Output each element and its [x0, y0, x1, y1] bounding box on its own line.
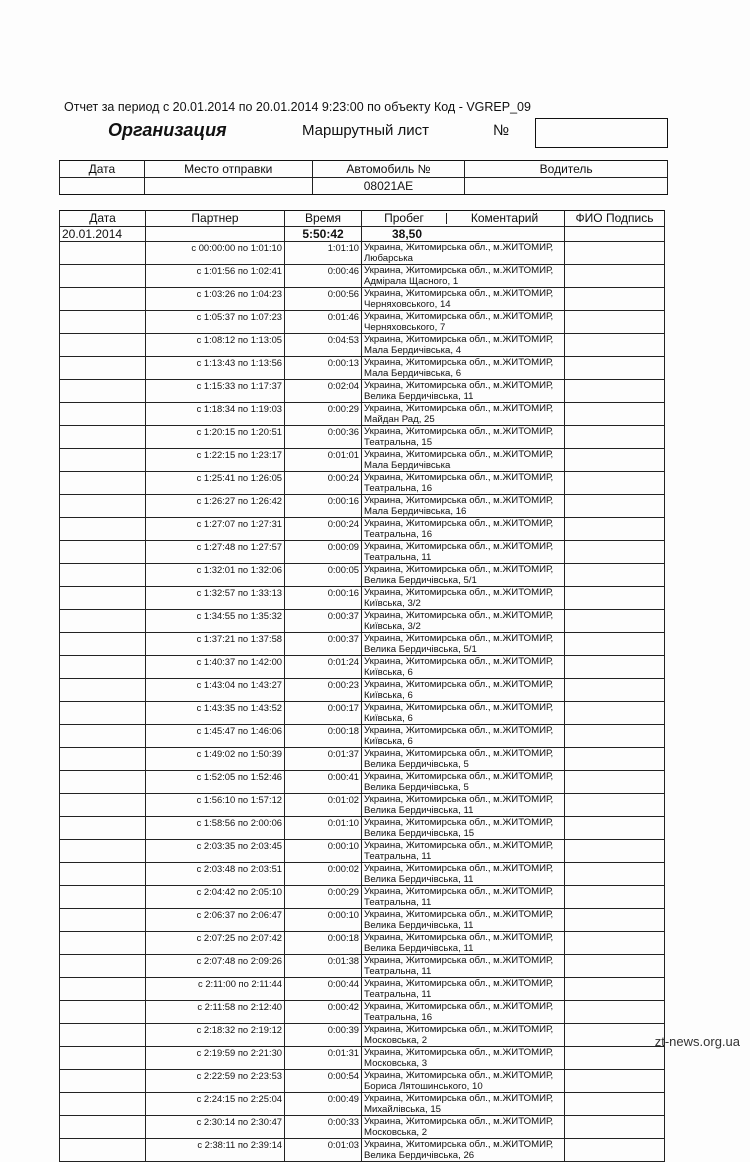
info-table — [59, 160, 668, 195]
table-row — [60, 1116, 665, 1139]
row-date — [60, 357, 146, 380]
organization-label: Организация — [108, 120, 227, 140]
row-address: Украина, Житомирська обл., м.ЖИТОМИР, Велика Бердичівська, 11 — [362, 380, 565, 403]
row-signature — [565, 472, 665, 495]
row-signature — [565, 564, 665, 587]
row-address: Украина, Житомирська обл., м.ЖИТОМИР, Київська, 6 — [362, 725, 565, 748]
row-duration: 0:00:13 — [285, 357, 362, 380]
row-signature — [565, 656, 665, 679]
row-duration: 0:00:10 — [285, 909, 362, 932]
row-date — [60, 840, 146, 863]
row-address: Украина, Житомирська обл., м.ЖИТОМИР, Михайлівська, 15 — [362, 1093, 565, 1116]
row-period: с 1:52:05 по 1:52:46 — [146, 771, 285, 794]
table-row — [60, 495, 665, 518]
row-duration: 0:01:24 — [285, 656, 362, 679]
row-address: Украина, Житомирська обл., м.ЖИТОМИР, Велика Бердичівська, 5/1 — [362, 633, 565, 656]
row-signature — [565, 357, 665, 380]
row-period: с 2:11:58 по 2:12:40 — [146, 1001, 285, 1024]
table-row — [60, 978, 665, 1001]
row-address: Украина, Житомирська обл., м.ЖИТОМИР, Київська, 6 — [362, 679, 565, 702]
row-duration: 0:00:37 — [285, 633, 362, 656]
row-address: Украина, Житомирська обл., м.ЖИТОМИР, Велика Бердичівська, 11 — [362, 794, 565, 817]
row-period: с 2:11:00 по 2:11:44 — [146, 978, 285, 1001]
row-duration: 0:01:46 — [285, 311, 362, 334]
route-sheet-label: Маршрутный лист — [302, 122, 430, 139]
row-date — [60, 886, 146, 909]
row-address: Украина, Житомирська обл., м.ЖИТОМИР, Театральна, 15 — [362, 426, 565, 449]
row-address: Украина, Житомирська обл., м.ЖИТОМИР, Театральна, 11 — [362, 978, 565, 1001]
row-duration: 0:00:24 — [285, 472, 362, 495]
row-date — [60, 334, 146, 357]
row-address: Украина, Житомирська обл., м.ЖИТОМИР, Велика Бердичівська, 11 — [362, 909, 565, 932]
table-row — [60, 1047, 665, 1070]
row-date — [60, 955, 146, 978]
row-date — [60, 817, 146, 840]
table-row — [60, 1139, 665, 1162]
number-box — [535, 118, 668, 148]
info-car-value: 08021AE — [312, 178, 465, 195]
row-duration: 0:01:03 — [285, 1139, 362, 1162]
info-col-driver: Водитель — [465, 161, 668, 178]
table-row — [60, 242, 665, 265]
row-duration: 0:00:46 — [285, 265, 362, 288]
row-signature — [565, 587, 665, 610]
row-duration: 0:00:09 — [285, 541, 362, 564]
row-signature — [565, 449, 665, 472]
row-signature — [565, 702, 665, 725]
row-period: с 1:18:34 по 1:19:03 — [146, 403, 285, 426]
row-signature — [565, 1116, 665, 1139]
row-address: Украина, Житомирська обл., м.ЖИТОМИР, Театральна, 11 — [362, 840, 565, 863]
row-duration: 0:00:39 — [285, 1024, 362, 1047]
row-period: с 2:30:14 по 2:30:47 — [146, 1116, 285, 1139]
table-row — [60, 679, 665, 702]
row-signature — [565, 840, 665, 863]
row-address: Украина, Житомирська обл., м.ЖИТОМИР, Велика Бердичівська, 5 — [362, 771, 565, 794]
row-address: Украина, Житомирська обл., м.ЖИТОМИР, Театральна, 11 — [362, 955, 565, 978]
row-period: с 2:18:32 по 2:19:12 — [146, 1024, 285, 1047]
row-date — [60, 610, 146, 633]
table-row — [60, 541, 665, 564]
table-row — [60, 518, 665, 541]
row-date — [60, 495, 146, 518]
row-signature — [565, 265, 665, 288]
table-row — [60, 955, 665, 978]
row-date — [60, 748, 146, 771]
row-date — [60, 1070, 146, 1093]
info-date-value — [60, 178, 145, 195]
row-date — [60, 288, 146, 311]
row-period: с 1:43:35 по 1:43:52 — [146, 702, 285, 725]
row-duration: 0:00:18 — [285, 725, 362, 748]
row-signature — [565, 403, 665, 426]
row-duration: 0:00:16 — [285, 587, 362, 610]
row-duration: 0:01:31 — [285, 1047, 362, 1070]
row-duration: 0:00:49 — [285, 1093, 362, 1116]
row-duration: 0:00:37 — [285, 610, 362, 633]
row-date — [60, 403, 146, 426]
row-date — [60, 380, 146, 403]
row-date — [60, 794, 146, 817]
summary-date: 20.01.2014 — [60, 227, 146, 242]
row-address: Украина, Житомирська обл., м.ЖИТОМИР, Московська, 3 — [362, 1047, 565, 1070]
row-period: с 1:03:26 по 1:04:23 — [146, 288, 285, 311]
row-address: Украина, Житомирська обл., м.ЖИТОМИР, Мала Бердичівська, 4 — [362, 334, 565, 357]
row-address: Украина, Житомирська обл., м.ЖИТОМИР, Київська, 3/2 — [362, 610, 565, 633]
row-duration: 0:01:01 — [285, 449, 362, 472]
row-period: с 2:24:15 по 2:25:04 — [146, 1093, 285, 1116]
row-signature — [565, 955, 665, 978]
row-duration: 0:00:33 — [285, 1116, 362, 1139]
info-departure-value — [144, 178, 312, 195]
col-mileage: Пробег — [384, 211, 424, 225]
table-row — [60, 610, 665, 633]
row-period: с 1:08:12 по 1:13:05 — [146, 334, 285, 357]
row-period: с 1:22:15 по 1:23:17 — [146, 449, 285, 472]
row-duration: 0:00:42 — [285, 1001, 362, 1024]
row-period: с 2:07:48 по 2:09:26 — [146, 955, 285, 978]
row-duration: 0:02:04 — [285, 380, 362, 403]
row-signature — [565, 1093, 665, 1116]
col-partner: Партнер — [146, 211, 285, 227]
row-address: Украина, Житомирська обл., м.ЖИТОМИР, Майдан Рад, 25 — [362, 403, 565, 426]
row-date — [60, 978, 146, 1001]
table-row — [60, 725, 665, 748]
row-address: Украина, Житомирська обл., м.ЖИТОМИР, Велика Бердичівська, 5 — [362, 748, 565, 771]
row-duration: 0:00:23 — [285, 679, 362, 702]
row-address: Украина, Житомирська обл., м.ЖИТОМИР, Театральна, 11 — [362, 541, 565, 564]
table-row — [60, 472, 665, 495]
row-period: с 1:27:07 по 1:27:31 — [146, 518, 285, 541]
row-signature — [565, 978, 665, 1001]
row-signature — [565, 242, 665, 265]
row-signature — [565, 1024, 665, 1047]
row-address: Украина, Житомирська обл., м.ЖИТОМИР, Мала Бердичівська — [362, 449, 565, 472]
row-period: с 2:07:25 по 2:07:42 — [146, 932, 285, 955]
row-address: Украина, Житомирська обл., м.ЖИТОМИР, Велика Бердичівська, 11 — [362, 932, 565, 955]
row-signature — [565, 380, 665, 403]
info-col-car: Автомобиль № — [312, 161, 465, 178]
info-driver-value — [465, 178, 668, 195]
row-duration: 0:00:44 — [285, 978, 362, 1001]
row-signature — [565, 817, 665, 840]
row-address: Украина, Житомирська обл., м.ЖИТОМИР, Черняховського, 7 — [362, 311, 565, 334]
row-signature — [565, 794, 665, 817]
table-row — [60, 357, 665, 380]
row-period: с 00:00:00 по 1:01:10 — [146, 242, 285, 265]
row-address: Украина, Житомирська обл., м.ЖИТОМИР, Бориса Лятошинського, 10 — [362, 1070, 565, 1093]
route-table — [59, 210, 665, 1162]
row-signature — [565, 541, 665, 564]
table-row — [60, 863, 665, 886]
row-signature — [565, 426, 665, 449]
row-signature — [565, 679, 665, 702]
row-period: с 1:37:21 по 1:37:58 — [146, 633, 285, 656]
row-date — [60, 449, 146, 472]
summary-time: 5:50:42 — [285, 227, 362, 242]
row-signature — [565, 1139, 665, 1162]
row-period: с 2:38:11 по 2:39:14 — [146, 1139, 285, 1162]
row-duration: 0:00:16 — [285, 495, 362, 518]
row-duration: 0:04:53 — [285, 334, 362, 357]
summary-partner — [146, 227, 285, 242]
row-date — [60, 426, 146, 449]
row-duration: 0:00:17 — [285, 702, 362, 725]
row-address: Украина, Житомирська обл., м.ЖИТОМИР, Московська, 2 — [362, 1024, 565, 1047]
row-signature — [565, 1047, 665, 1070]
row-date — [60, 265, 146, 288]
row-period: с 1:01:56 по 1:02:41 — [146, 265, 285, 288]
row-date — [60, 564, 146, 587]
row-duration: 0:01:38 — [285, 955, 362, 978]
row-signature — [565, 1001, 665, 1024]
table-row — [60, 656, 665, 679]
row-address: Украина, Житомирська обл., м.ЖИТОМИР, Театральна, 16 — [362, 472, 565, 495]
row-date — [60, 1139, 146, 1162]
table-row — [60, 794, 665, 817]
row-period: с 1:26:27 по 1:26:42 — [146, 495, 285, 518]
row-date — [60, 909, 146, 932]
row-date — [60, 771, 146, 794]
row-signature — [565, 909, 665, 932]
row-signature — [565, 886, 665, 909]
col-comment: Коментарий — [446, 213, 562, 224]
row-address: Украина, Житомирська обл., м.ЖИТОМИР, Велика Бердичівська, 15 — [362, 817, 565, 840]
table-row — [60, 587, 665, 610]
row-duration: 0:00:56 — [285, 288, 362, 311]
row-date — [60, 311, 146, 334]
row-duration: 0:00:36 — [285, 426, 362, 449]
row-duration: 0:00:29 — [285, 403, 362, 426]
row-period: с 2:03:35 по 2:03:45 — [146, 840, 285, 863]
row-duration: 0:00:24 — [285, 518, 362, 541]
report-title: Отчет за период с 20.01.2014 по 20.01.2014 9:23:00 по объекту Код - VGREP_09 — [64, 100, 531, 114]
table-row — [60, 748, 665, 771]
watermark: zt-news.org.ua — [654, 1034, 740, 1049]
table-row — [60, 909, 665, 932]
summary-row — [60, 227, 665, 242]
table-row — [60, 1001, 665, 1024]
table-row — [60, 817, 665, 840]
row-period: с 2:22:59 по 2:23:53 — [146, 1070, 285, 1093]
table-row — [60, 380, 665, 403]
row-address: Украина, Житомирська обл., м.ЖИТОМИР, Театральна, 16 — [362, 518, 565, 541]
row-period: с 1:45:47 по 1:46:06 — [146, 725, 285, 748]
row-signature — [565, 932, 665, 955]
row-address: Украина, Житомирська обл., м.ЖИТОМИР, Київська, 3/2 — [362, 587, 565, 610]
table-row — [60, 1024, 665, 1047]
row-signature — [565, 633, 665, 656]
table-row — [60, 288, 665, 311]
row-period: с 1:40:37 по 1:42:00 — [146, 656, 285, 679]
row-address: Украина, Житомирська обл., м.ЖИТОМИР, Велика Бердичівська, 26 — [362, 1139, 565, 1162]
row-date — [60, 725, 146, 748]
row-period: с 2:19:59 по 2:21:30 — [146, 1047, 285, 1070]
row-duration: 1:01:10 — [285, 242, 362, 265]
row-date — [60, 679, 146, 702]
row-address: Украина, Житомирська обл., м.ЖИТОМИР, Велика Бердичівська, 5/1 — [362, 564, 565, 587]
row-duration: 0:00:41 — [285, 771, 362, 794]
row-date — [60, 1001, 146, 1024]
row-duration: 0:01:10 — [285, 817, 362, 840]
row-period: с 1:34:55 по 1:35:32 — [146, 610, 285, 633]
row-date — [60, 541, 146, 564]
col-date: Дата — [60, 211, 146, 227]
table-row — [60, 932, 665, 955]
row-period: с 1:13:43 по 1:13:56 — [146, 357, 285, 380]
row-period: с 1:49:02 по 1:50:39 — [146, 748, 285, 771]
row-period: с 1:56:10 по 1:57:12 — [146, 794, 285, 817]
row-period: с 1:15:33 по 1:17:37 — [146, 380, 285, 403]
row-address: Украина, Житомирська обл., м.ЖИТОМИР, Велика Бердичівська, 11 — [362, 863, 565, 886]
row-duration: 0:00:05 — [285, 564, 362, 587]
row-duration: 0:00:10 — [285, 840, 362, 863]
info-header-row — [60, 161, 668, 178]
summary-signature — [565, 227, 665, 242]
table-row — [60, 449, 665, 472]
row-date — [60, 1047, 146, 1070]
row-signature — [565, 495, 665, 518]
row-address: Украина, Житомирська обл., м.ЖИТОМИР, Театральна, 16 — [362, 1001, 565, 1024]
table-row — [60, 1070, 665, 1093]
col-time: Время — [285, 211, 362, 227]
row-period: с 1:27:48 по 1:27:57 — [146, 541, 285, 564]
row-date — [60, 587, 146, 610]
row-address: Украина, Житомирська обл., м.ЖИТОМИР, Московська, 2 — [362, 1116, 565, 1139]
info-value-row — [60, 178, 668, 195]
row-signature — [565, 288, 665, 311]
row-duration: 0:00:18 — [285, 932, 362, 955]
row-address: Украина, Житомирська обл., м.ЖИТОМИР, Мала Бердичівська, 16 — [362, 495, 565, 518]
table-row — [60, 771, 665, 794]
row-signature — [565, 311, 665, 334]
row-signature — [565, 725, 665, 748]
row-period: с 1:32:57 по 1:33:13 — [146, 587, 285, 610]
row-date — [60, 1116, 146, 1139]
row-signature — [565, 1070, 665, 1093]
table-row — [60, 564, 665, 587]
row-date — [60, 863, 146, 886]
table-row — [60, 1093, 665, 1116]
row-period: с 1:20:15 по 1:20:51 — [146, 426, 285, 449]
row-period: с 1:58:56 по 2:00:06 — [146, 817, 285, 840]
row-period: с 1:05:37 по 1:07:23 — [146, 311, 285, 334]
row-duration: 0:01:02 — [285, 794, 362, 817]
row-period: с 2:03:48 по 2:03:51 — [146, 863, 285, 886]
table-row — [60, 426, 665, 449]
row-address: Украина, Житомирська обл., м.ЖИТОМИР, Мала Бердичівська, 6 — [362, 357, 565, 380]
row-period: с 1:43:04 по 1:43:27 — [146, 679, 285, 702]
row-period: с 2:06:37 по 2:06:47 — [146, 909, 285, 932]
row-date — [60, 1024, 146, 1047]
col-mileage-comment — [362, 211, 565, 227]
row-address: Украина, Житомирська обл., м.ЖИТОМИР, Театральна, 11 — [362, 886, 565, 909]
number-label: № — [493, 122, 510, 139]
row-period: с 1:32:01 по 1:32:06 — [146, 564, 285, 587]
table-row — [60, 334, 665, 357]
row-date — [60, 242, 146, 265]
row-duration: 0:00:29 — [285, 886, 362, 909]
row-signature — [565, 334, 665, 357]
table-row — [60, 265, 665, 288]
row-date — [60, 656, 146, 679]
info-col-departure: Место отправки — [144, 161, 312, 178]
row-signature — [565, 518, 665, 541]
row-date — [60, 1093, 146, 1116]
summary-mileage: 38,50 — [362, 227, 565, 242]
table-row — [60, 886, 665, 909]
row-duration: 0:00:54 — [285, 1070, 362, 1093]
row-address: Украина, Житомирська обл., м.ЖИТОМИР, Київська, 6 — [362, 656, 565, 679]
table-row — [60, 633, 665, 656]
table-row — [60, 403, 665, 426]
row-address: Украина, Житомирська обл., м.ЖИТОМИР, Черняховського, 14 — [362, 288, 565, 311]
row-date — [60, 702, 146, 725]
row-signature — [565, 748, 665, 771]
row-signature — [565, 610, 665, 633]
row-address: Украина, Житомирська обл., м.ЖИТОМИР, Київська, 6 — [362, 702, 565, 725]
row-date — [60, 472, 146, 495]
route-table-header — [60, 211, 665, 227]
row-signature — [565, 771, 665, 794]
row-signature — [565, 863, 665, 886]
row-address: Украина, Житомирська обл., м.ЖИТОМИР, Любарська — [362, 242, 565, 265]
row-period: с 2:04:42 по 2:05:10 — [146, 886, 285, 909]
table-row — [60, 840, 665, 863]
row-date — [60, 633, 146, 656]
row-address: Украина, Житомирська обл., м.ЖИТОМИР, Адмірала Щасного, 1 — [362, 265, 565, 288]
row-duration: 0:01:37 — [285, 748, 362, 771]
row-date — [60, 518, 146, 541]
table-row — [60, 311, 665, 334]
row-period: с 1:25:41 по 1:26:05 — [146, 472, 285, 495]
info-col-date: Дата — [60, 161, 145, 178]
row-date — [60, 932, 146, 955]
col-signature: ФИО Подпись — [565, 211, 665, 227]
row-duration: 0:00:02 — [285, 863, 362, 886]
table-row — [60, 702, 665, 725]
